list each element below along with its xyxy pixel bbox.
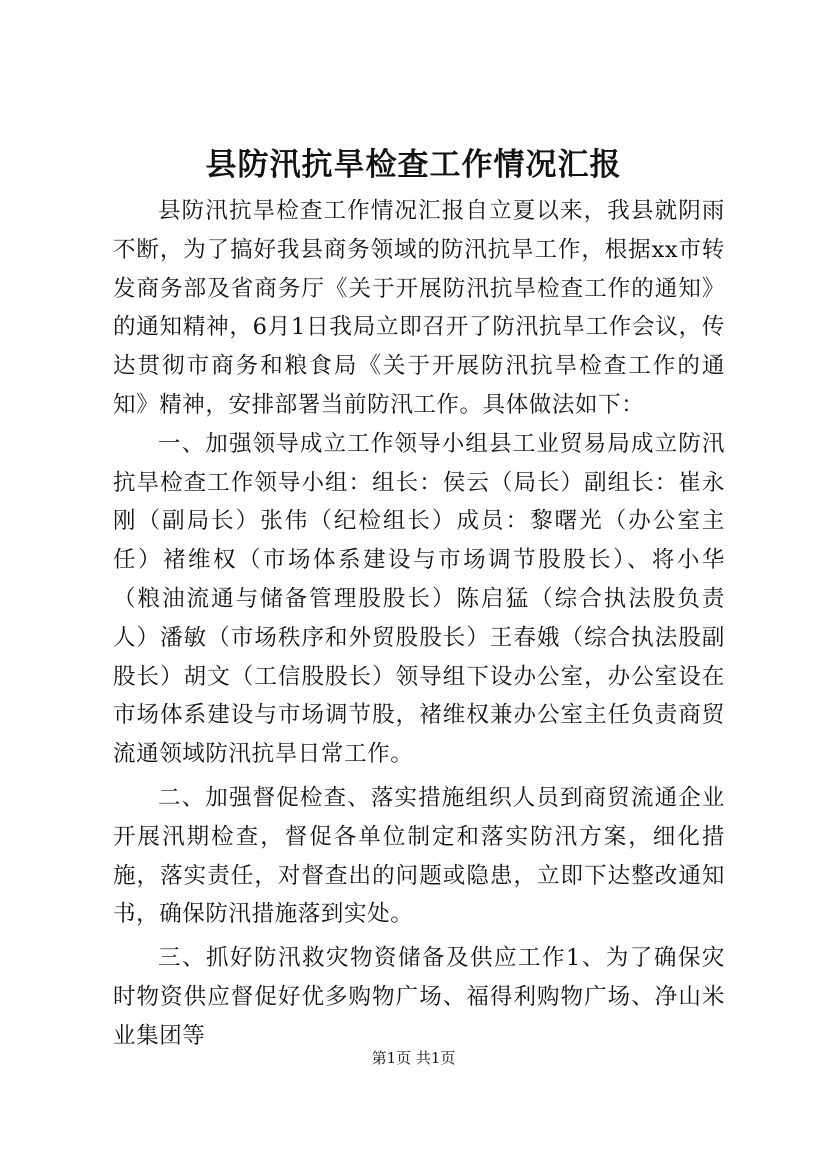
page-footer: 第1页 共1页 (371, 1049, 456, 1067)
paragraph-section-3: 三、抓好防汛救灾物资储备及供应工作1、为了确保灾时物资供应督促好优多购物广场、福得利购物广场、净山米业集团等 (113, 945, 725, 1049)
paragraph-section-2: 二、加强督促检查、落实措施组织人员到商贸流通企业开展汛期检查，督促各单位制定和落实防汛方案，细化措施，落实责任，对督查出的问题或隐患，立即下达整改通知书，确保防汛措施落到实处。 (113, 784, 725, 928)
paragraph-section-1: 一、加强领导成立工作领导小组县工业贸易局成立防汛抗旱检查工作领导小组：组长：侯云（局长）副组长：崔永刚（副局长）张伟（纪检组长）成员：黎曙光（办公室主任）褚维权（市场体系建设与市场调节股股长）、将小华（粮油流通与储备管理股股长）陈启猛（综合执法股负责人）潘敏（市场秩序和外贸股股长）王春娥（综合执法股副股长）胡文（工信股股长）领导组下设办公室，办公室设在市场体系建设与市场调节股，褚维权兼办公室主任负责商贸流通领域防汛抗旱日常工作。 (113, 430, 725, 768)
document-title: 县防汛抗旱检查工作情况汇报 (205, 147, 622, 183)
paragraph-intro: 县防汛抗旱检查工作情况汇报自立夏以来，我县就阴雨不断，为了搞好我县商务领域的防汛抗旱工作，根据xx市转发商务部及省商务厅《关于开展防汛抗旱检查工作的通知》的通知精神，6月1日我局立即召开了防汛抗旱工作会议，传达贯彻市商务和粮食局《关于开展防汛抗旱检查工作的通知》精神，安排部署当前防汛工作。具体做法如下： (113, 198, 725, 418)
document-body (113, 192, 725, 1056)
